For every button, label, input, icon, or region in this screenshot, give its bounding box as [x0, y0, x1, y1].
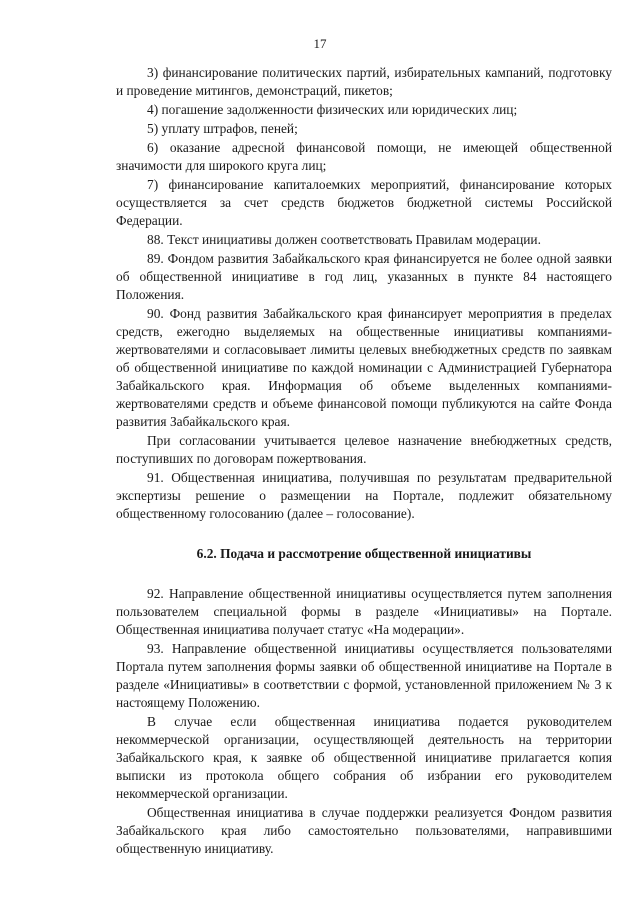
document-body	[116, 64, 612, 858]
paragraph: 91. Общественная инициатива, получившая по результатам предварительной экспертизы решение о размещении на Портале, подлежит обязательному общественному голосованию (далее – голосование).	[116, 470, 612, 521]
paragraph: 92. Направление общественной инициативы осуществляется путем заполнения пользователем специальной формы в разделе «Инициативы» на Портале. Общественная инициатива получает статус «На модерации».	[116, 586, 612, 637]
paragraph: 6) оказание адресной финансовой помощи, не имеющей общественной значимости для широкого круга лиц;	[116, 140, 612, 173]
paragraph: При согласовании учитывается целевое назначение внебюджетных средств, поступивших по договорам пожертвования.	[116, 433, 612, 466]
paragraph: 7) финансирование капиталоемких мероприятий, финансирование которых осуществляется за счет средств бюджетов бюджетной системы Российской Федерации.	[116, 177, 612, 228]
paragraph: 89. Фондом развития Забайкальского края финансируется не более одной заявки об общественной инициативе в год лиц, указанных в пункте 84 настоящего Положения.	[116, 251, 612, 302]
paragraph: 90. Фонд развития Забайкальского края финансирует мероприятия в пределах средств, ежегодно выделяемых на общественные инициативы компаниями-жертвователями и согласовывает лимиты целевых внебюджетных средств по заявкам об общественной инициативе по каждой номинации с Администрацией Губернатора Забайкальского края. Информация об объеме выделенных компаниями-жертвователями средств и объеме финансовой помощи публикуются на сайте Фонда развития Забайкальского края.	[116, 306, 612, 429]
page-number: 17	[313, 36, 327, 51]
paragraph: 3) финансирование политических партий, избирательных кампаний, подготовку и проведение митингов, демонстраций, пикетов;	[116, 65, 612, 98]
paragraph: 5) уплату штрафов, пеней;	[147, 121, 298, 136]
paragraph: 4) погашение задолженности физических или юридических лиц;	[147, 102, 518, 117]
paragraph: 93. Направление общественной инициативы осуществляется пользователями Портала путем заполнения формы заявки об общественной инициативе на Портале в разделе «Инициативы» в соответствии с формой, установленной приложением № 3 к настоящему Положению.	[116, 641, 612, 710]
section-heading: 6.2. Подача и рассмотрение общественной инициативы	[196, 546, 532, 561]
paragraph: Общественная инициатива в случае поддержки реализуется Фондом развития Забайкальского края либо самостоятельно пользователями, направившими общественную инициативу.	[116, 805, 612, 856]
paragraph: 88. Текст инициативы должен соответствовать Правилам модерации.	[147, 232, 541, 247]
paragraph: В случае если общественная инициатива подается руководителем некоммерческой организации, осуществляющей деятельность на территории Забайкальского края, к заявке об общественной инициативе прилагается копия выписки из протокола общего собрания об избрании его руководителем некоммерческой организации.	[116, 714, 612, 801]
